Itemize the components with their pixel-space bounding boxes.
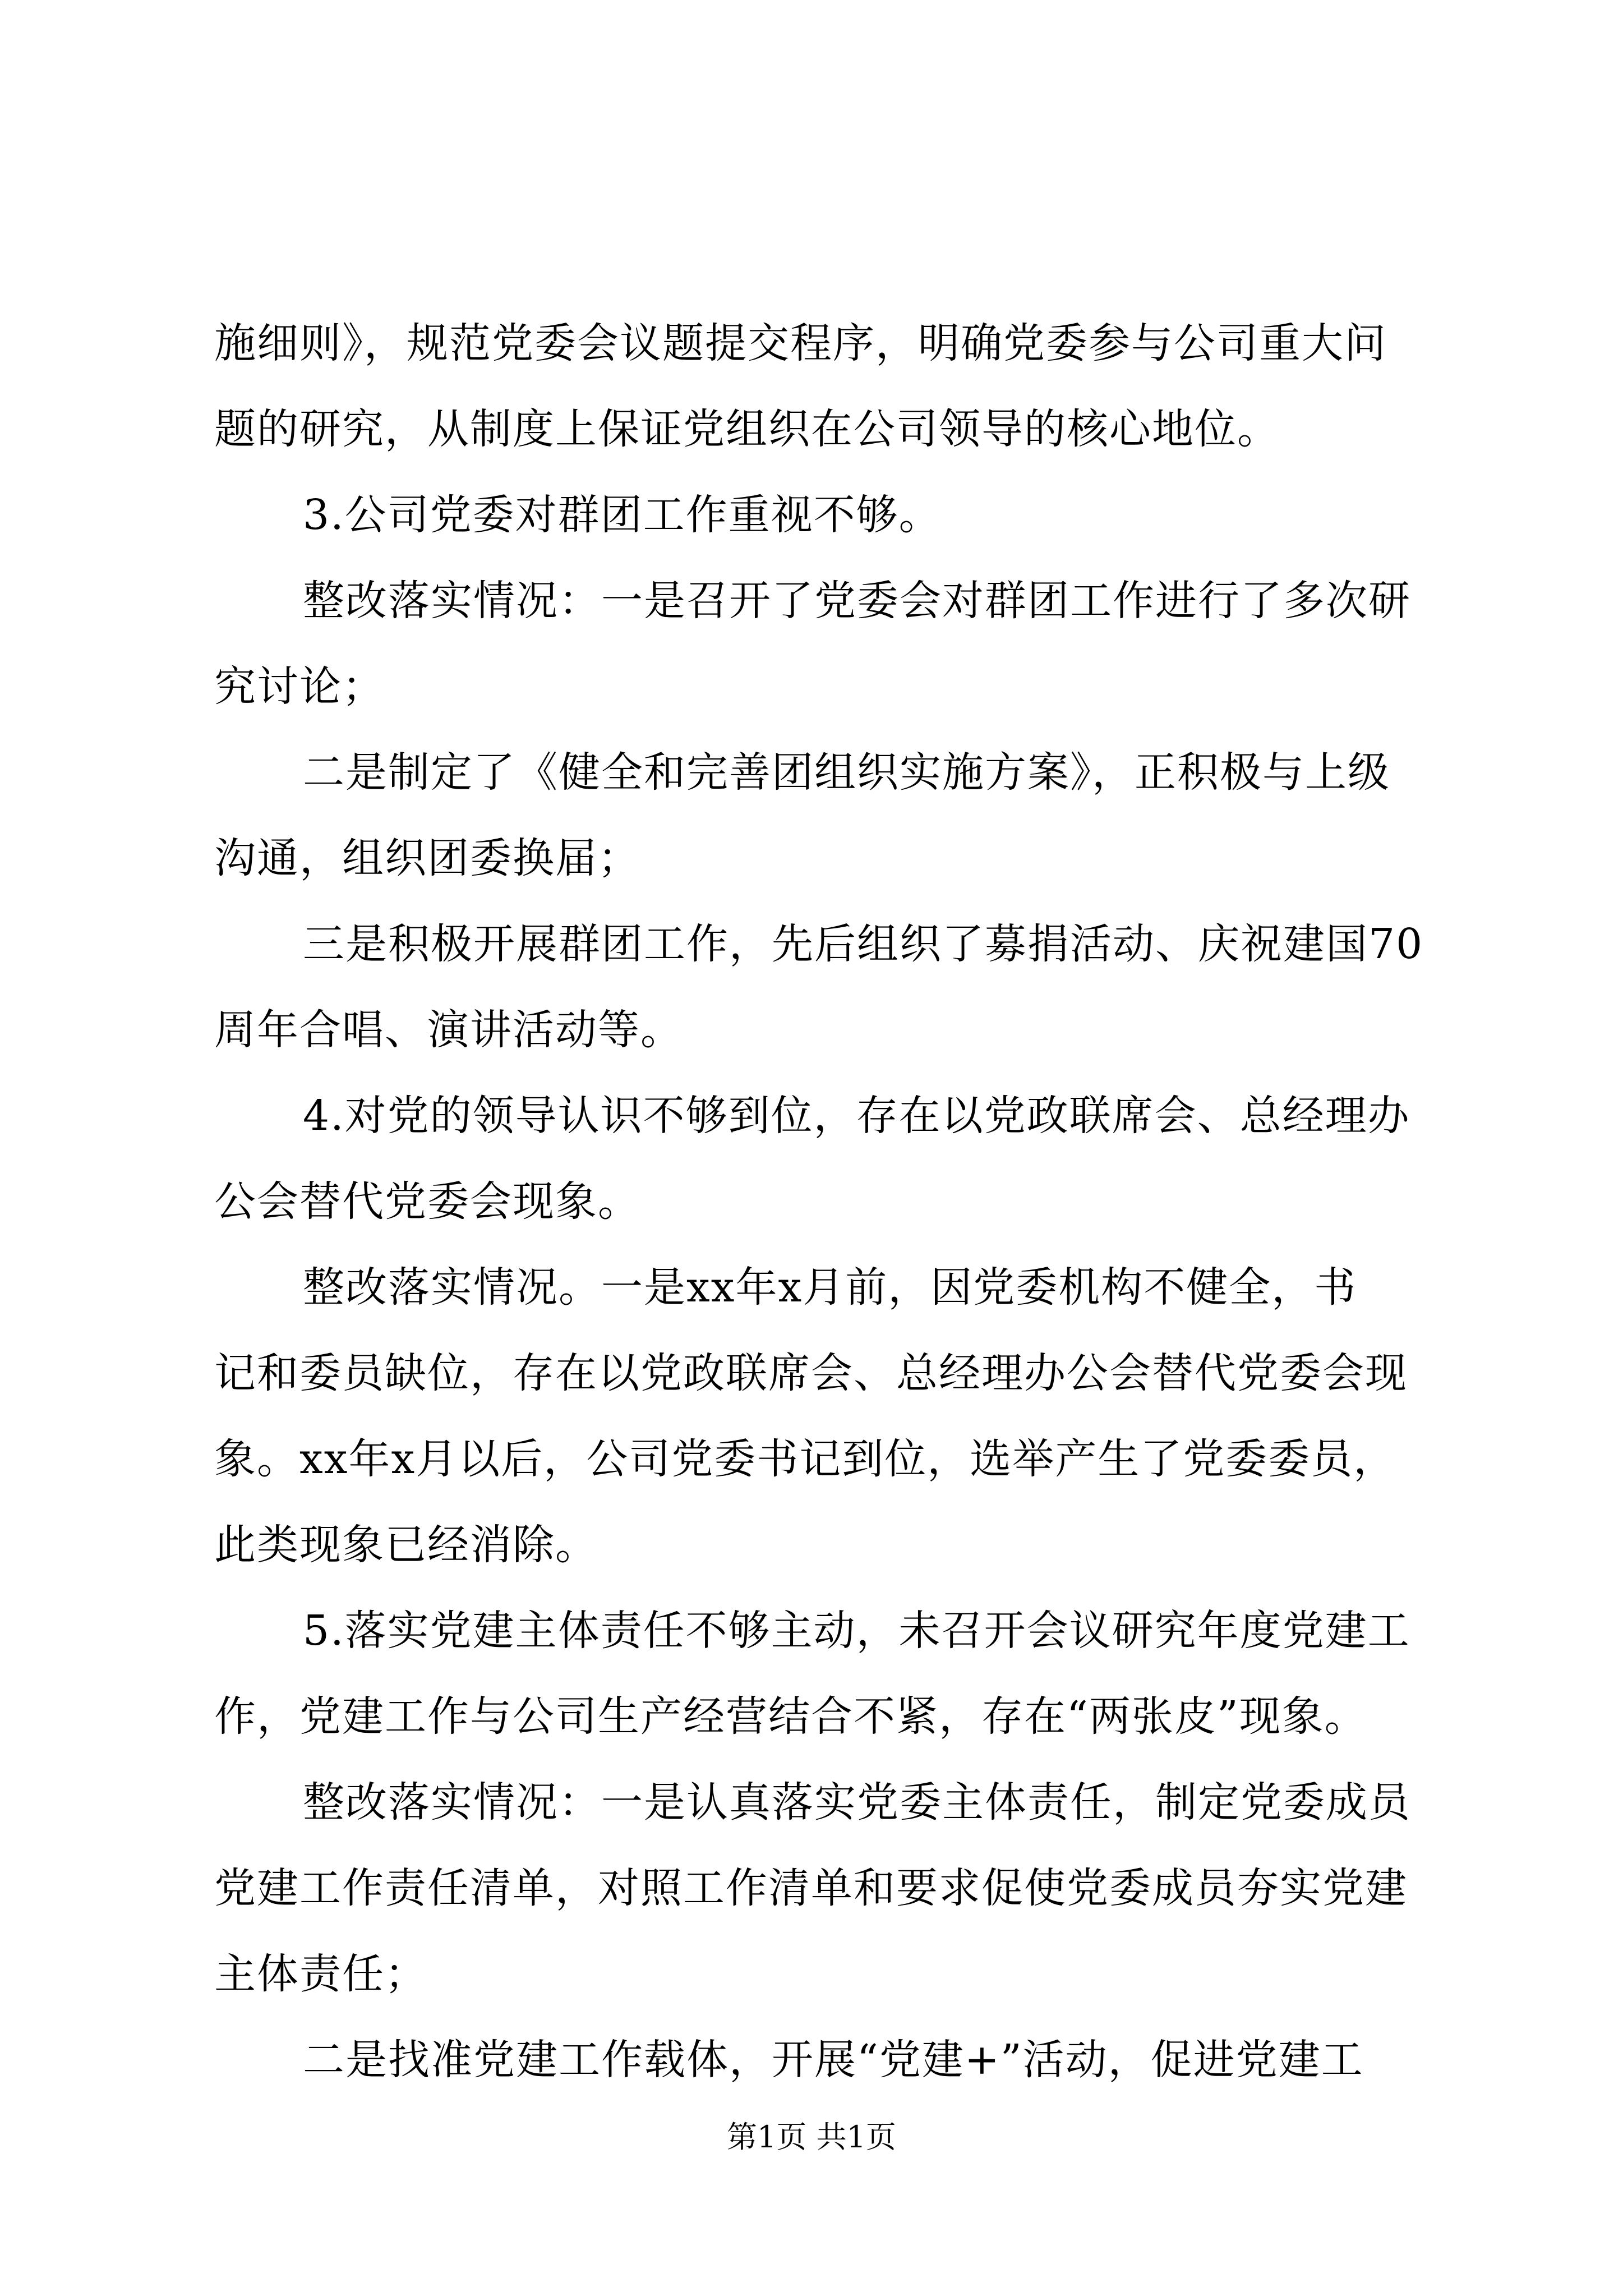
text-line: 二是制定了《健全和完善团组织实施方案》，正积极与上级 xyxy=(303,748,1390,797)
text-line: 记和委员缺位，存在以党政联席会、总经理办公会替代党委会现 xyxy=(214,1349,1408,1397)
text-line: 施细则》，规范党委会议题提交程序，明确党委参与公司重大问 xyxy=(214,319,1387,367)
document-body xyxy=(214,301,1424,2103)
text-line: 三是积极开展群团工作，先后组织了募捐活动、庆祝建国70 xyxy=(303,920,1424,968)
text-line: 党建工作责任清单，对照工作清单和要求促使党委成员夯实党建 xyxy=(214,1864,1408,1912)
text-line: 4.对党的领导认识不够到位，存在以党政联席会、总经理办 xyxy=(303,1092,1410,1140)
text-line: 整改落实情况：一是认真落实党委主体责任，制定党委成员 xyxy=(303,1778,1411,1826)
text-line: 二是找准党建工作载体，开展“党建+”活动，促进党建工 xyxy=(303,2036,1364,2084)
text-line: 周年合唱、演讲活动等。 xyxy=(214,1006,683,1054)
text-line: 公会替代党委会现象。 xyxy=(214,1177,640,1226)
text-line: 究讨论； xyxy=(214,662,385,711)
text-line: 象。xx年x月以后，公司党委书记到位，选举产生了党委委员， xyxy=(214,1435,1396,1483)
text-line: 作，党建工作与公司生产经营结合不紧，存在“两张皮”现象。 xyxy=(214,1692,1367,1741)
text-line: 整改落实情况。一是xx年x月前，因党委机构不健全，书 xyxy=(303,1263,1357,1312)
page-number-footer: 第1页 共1页 xyxy=(727,2119,896,2155)
text-line: 5.落实党建主体责任不够主动，未召开会议研究年度党建工 xyxy=(303,1607,1410,1655)
text-line: 题的研究，从制度上保证党组织在公司领导的核心地位。 xyxy=(214,405,1280,453)
text-line: 主体责任； xyxy=(214,1950,427,1998)
text-line: 整改落实情况：一是召开了党委会对群团工作进行了多次研 xyxy=(303,577,1411,625)
text-line: 此类现象已经消除。 xyxy=(214,1521,598,1569)
text-line: 沟通，组织团委换届； xyxy=(214,834,640,882)
text-line: 3.公司党委对群团工作重视不够。 xyxy=(303,491,942,539)
